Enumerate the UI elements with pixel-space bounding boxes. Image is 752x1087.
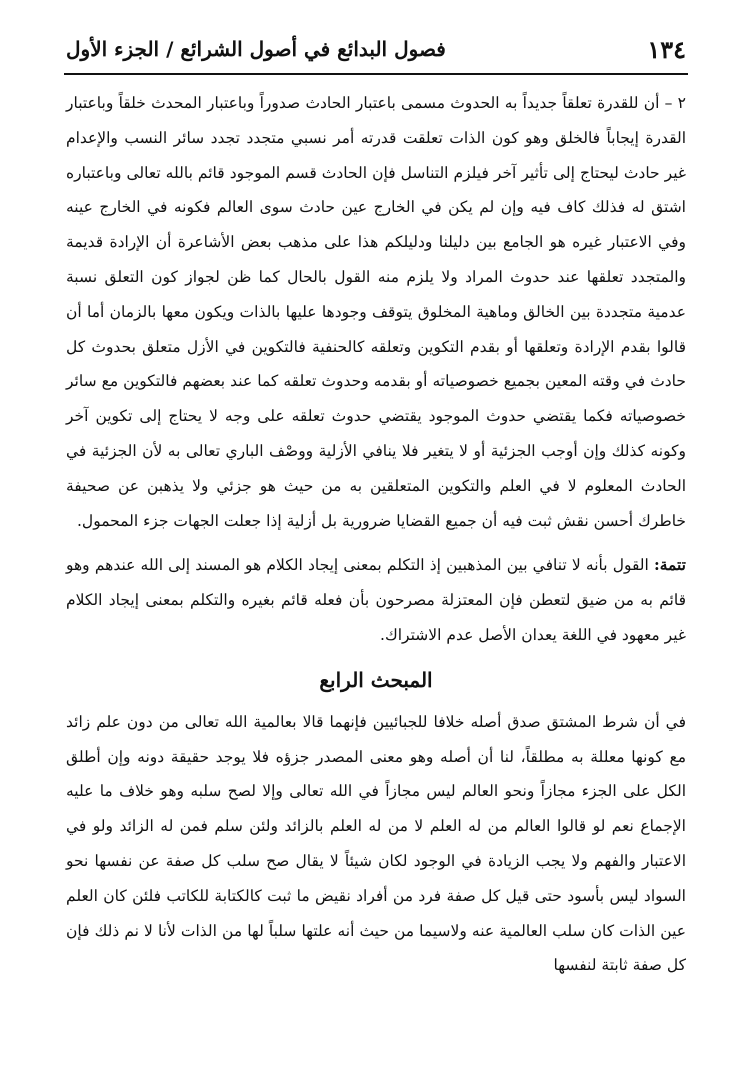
body-paragraph-1: ٢ – أن للقدرة تعلقاً جديداً به الحدوث مسمى باعتبار الحادث صدوراً وباعتبار المحدث خلقاً وباعتبار القدرة إيجاباً فالخلق وهو كون الذات تعلقت قدرته أمر نسبي متجدد تجدد سائر النسب والإعدام غير حادث ليحتاج إلى تأثير آخر فيلزم التناسل فإن الحادث قسم الموجود قائم بالله تعالى وباعتباره اشتق له فذلك كاف فيه وإن لم يكن في الخارج عين حادث سوى العالم فكونه في الخارج عينه وفي الاعتبار غيره هو الجامع بين دليلنا ودليلكم هذا على مذهب بعض الأشاعرة أن الإرادة قديمة والمتجدد تعلقها عند حدوث المراد ولا يلزم منه القول بالحال كما ظن لجواز كون التعلق نسبة عدمية متجددة بين الخالق وماهية المخلوق يتوقف وجودها عليها بالذات ويكون معها بالزمان أما أن قالوا بقدم الإرادة وتعلقها أو بقدم التكوين وتعلقه كالحنفية فالتكوين في الأزل متعلق بحدوث كل حادث في وقته المعين بجميع خصوصياته أو بقدمه وحدوث تعلقه كما عند بعضهم فالتكوين مع سائر خصوصياته فكما يقتضي حدوث الموجود يقتضي حدوث تعلقه على وجه لا يحتاج إلى تكوين آخر وكونه كذلك وإن أوجب الجزئية أو لا يتغير فلا ينافي الأزلية ووصْف الباري تعالى به لأن الجزئية في الحادث المعلوم لا في العلم والتكوين المتعلقين به من حيث هو جزئي ولا يذهبن عن صحيفة خاطرك أحسن نقش ثبت فيه أن جميع القضايا ضرورية بل أزلية إذا جعلت الجهات جزء المحمول. [66, 94, 686, 530]
running-title: فصول البدائع في أصول الشرائع / الجزء الأول [66, 37, 446, 61]
body-paragraph-2 [66, 548, 686, 652]
page-number: ١٣٤ [647, 34, 686, 64]
body-paragraph-2-text: القول بأنه لا تنافي بين المذهبين إذ التكلم بمعنى إيجاد الكلام هو المسند إلى الله عندهم وهو قائم به من ضيق لتعطن فإن المعتزلة مصرحون بأن فعله قائم بغيره والتكلم بمعنى إيجاد الكلام غير معهود في اللغة يعدان الأصل عدم الاشتراك. [66, 556, 686, 644]
page-body [66, 86, 686, 1065]
page-header [66, 26, 686, 72]
paragraph-lead-term: تتمة: [654, 555, 686, 575]
body-paragraph-3: في أن شرط المشتق صدق أصله خلافا للجبائيين فإنهما قالا بعالمية الله تعالى من دون علم زائد مع كونها معللة به مطلقاً، لنا أن أصله وهو معنى المصدر جزؤه فلا يوجد حقيقة دونه وإن أطلق الكل على الجزء مجازاً ونحو العالم ليس مجازاً في الله تعالى وإلا لصح سلبه وهو خلاف ما عليه الإجماع نعم لو قالوا العالم من له العلم لا من له العلم بالزائد ولئن سلم فمن له الزائد ولو في الاعتبار والفهم ولا يجب الزيادة في الوجود لكان شيئاً لا يقال صح سلب كل صفة عن نفسها نحو السواد ليس بأسود حتى قيل كل صفة فرد من أفراد نقيض ما ثبت كالكتابة للكاتب فلئن كان العلم عين الذات كان سلب العالمية عنه ولاسيما من حيث أنه علتها سلباً لها من الذات لأنا لا نم ذلك فإن كل صفة ثابتة لنفسها [66, 712, 686, 975]
header-rule [64, 73, 688, 75]
section-heading: المبحث الرابع [319, 667, 433, 692]
